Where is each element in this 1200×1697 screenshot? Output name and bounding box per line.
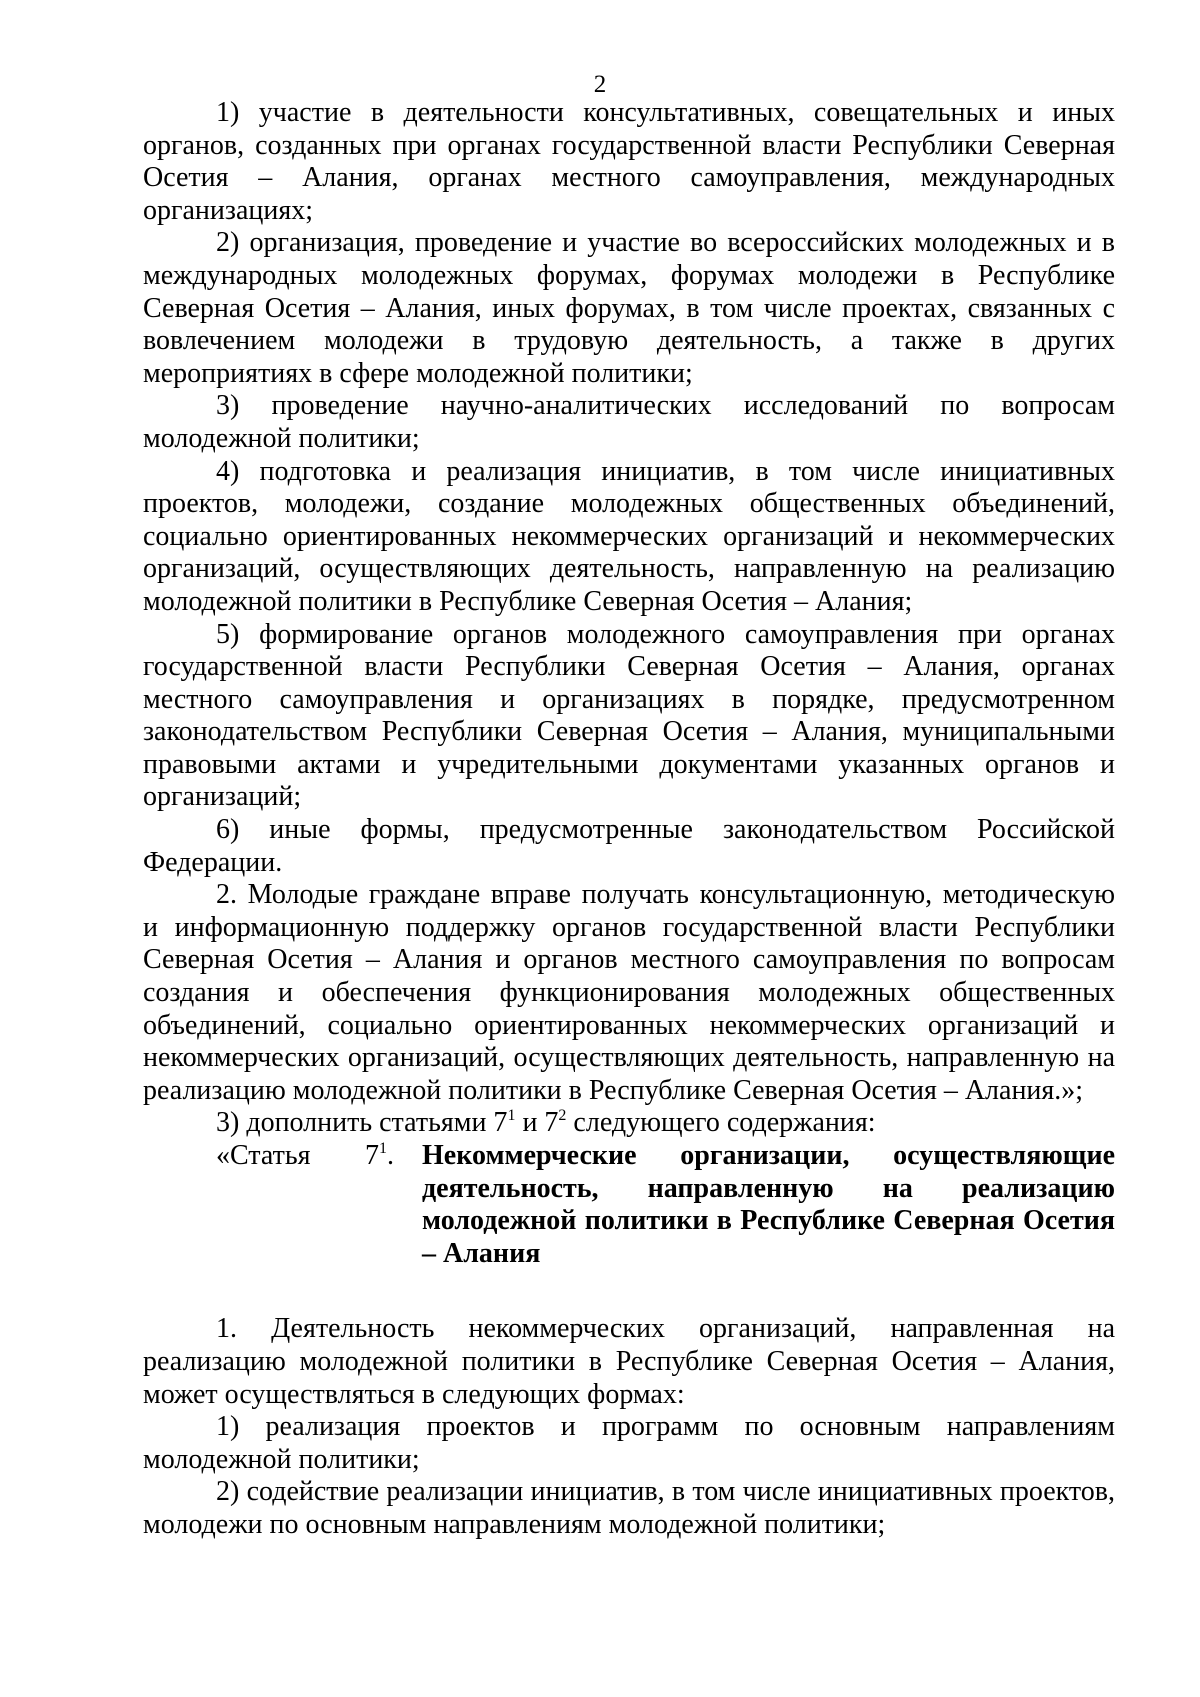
list-item-forums: 2) организация, проведение и участие во всероссийских молодежных и в международных молодежных форумах, форумах молодежи в Республике Северная Осетия – Алания, иных форумах, в том числе проектах, связанных с вовлечением молодежи в трудовую деятельность, а также в других мероприятиях в сфере молодежной политики; [143, 227, 1115, 389]
section-spacer [143, 1270, 1115, 1313]
list-item-projects: 1) реализация проектов и программ по основным направлениям молодежной политики; [143, 1411, 1115, 1475]
amendment-text-mid: и 7 [515, 1107, 559, 1139]
document-body [143, 97, 1115, 1542]
article-title: Некоммерческие организации, осуществляющие деятельность, направленную на реализацию молодежной политики в Республике Северная Осетия – Алания [422, 1140, 1115, 1269]
article-number-sup: 1 [379, 1140, 387, 1157]
paragraph-consulting-support: 2. Молодые граждане вправе получать консультационную, методическую и информационную поддержку органов государственной власти Республики Северная Осетия – Алания и органов местного самоуправления по вопросам создания и обеспечения функционирования молодежных общественных объединений, социально ориентированных некоммерческих организаций и некоммерческих организаций, осуществляющих деятельность, направленную на реализацию молодежной политики в Республике Северная Осетия – Алания.»; [143, 879, 1115, 1106]
list-item-research: 3) проведение научно-аналитических исследований по вопросам молодежной политики; [143, 390, 1115, 454]
amendment-sup-2: 2 [558, 1107, 567, 1125]
list-item-assistance: 2) содействие реализации инициатив, в том числе инициативных проектов, молодежи по основным направлениям молодежной политики; [143, 1476, 1115, 1540]
amendment-text-before: 3) дополнить статьями 7 [216, 1107, 508, 1139]
article-heading [143, 1140, 1115, 1270]
list-item-other-forms: 6) иные формы, предусмотренные законодательством Российской Федерации. [143, 814, 1115, 878]
amendment-line [143, 1107, 1115, 1140]
list-item-participation: 1) участие в деятельности консультативных, совещательных и иных органов, созданных при органах государственной власти Республики Северная Осетия – Алания, органах местного самоуправления, международных организациях; [143, 97, 1115, 226]
paragraph-nko-activity: 1. Деятельность некоммерческих организаций, направленная на реализацию молодежной политики в Республике Северная Осетия – Алания, может осуществляться в следующих формах: [143, 1313, 1115, 1410]
article-number: $7^1$. [365, 1140, 394, 1171]
list-item-self-government: 5) формирование органов молодежного самоуправления при органах государственной власти Республики Северная Осетия – Алания, органах местного самоуправления и организациях в порядке, предусмотренном законодательством Республики Северная Осетия – Алания, муниципальными правовыми актами и учредительными документами указанных органов и организаций; [143, 618, 1115, 813]
article-word: «Статья [216, 1140, 311, 1171]
amendment-text-after: следующего содержания: [566, 1107, 876, 1139]
article-label [216, 1140, 422, 1270]
list-item-initiatives: 4) подготовка и реализация инициатив, в том числе инициативных проектов, молодежи, создание молодежных общественных объединений, социально ориентированных некоммерческих организаций и некоммерческих организаций, осуществляющих деятельность, направленную на реализацию молодежной политики в Республике Северная Осетия – Алания; [143, 455, 1115, 617]
page-number: 2 [593, 71, 607, 98]
amendment-sup-1: 1 [507, 1107, 516, 1125]
